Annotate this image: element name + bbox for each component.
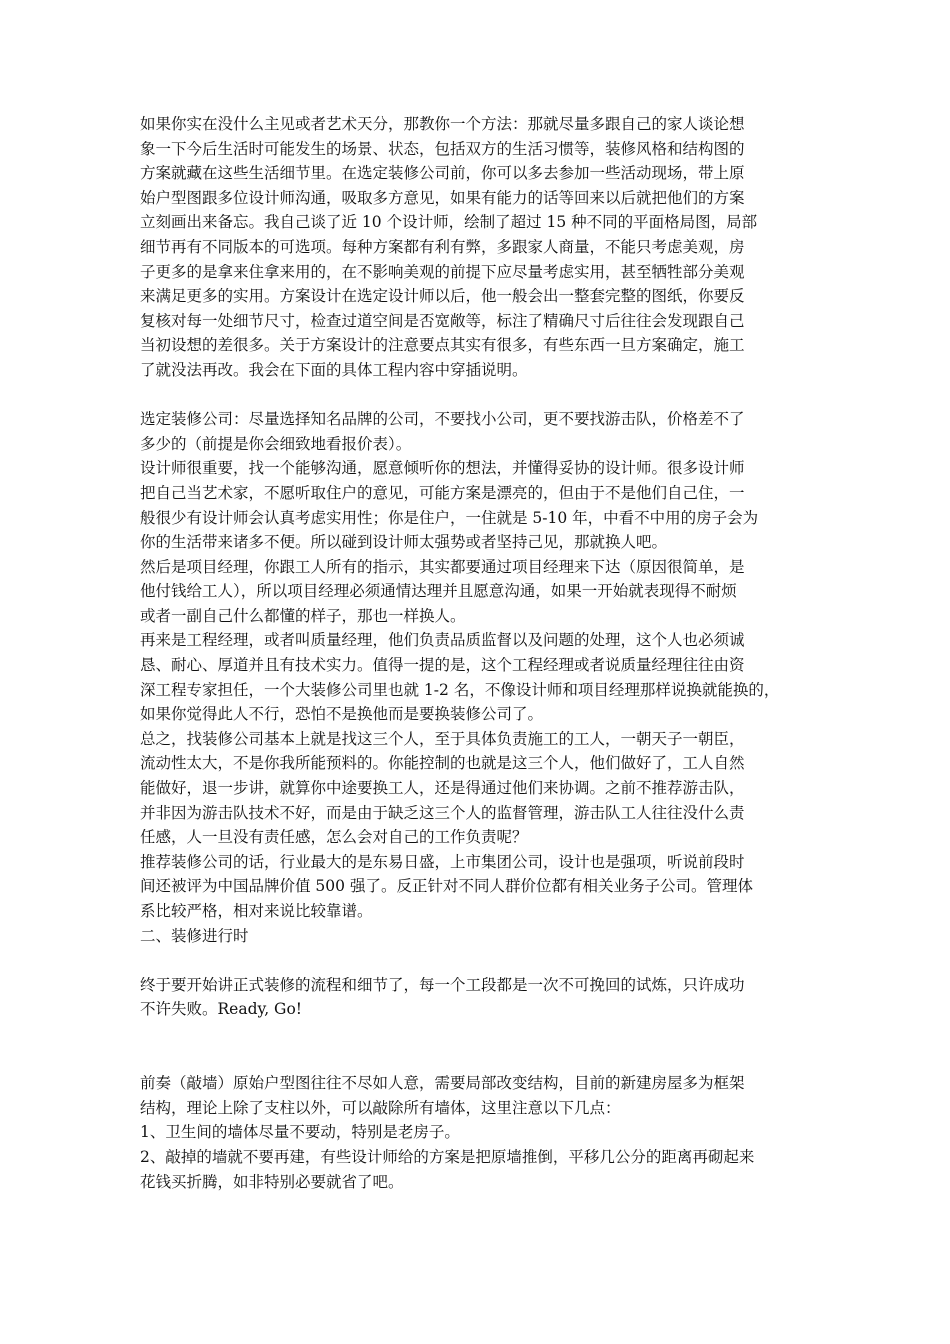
text-line: 流动性太大，不是你我所能预料的。你能控制的也就是这三个人，他们做好了，工人自然 (140, 754, 745, 773)
text-line: 设计师很重要，找一个能够沟通，愿意倾听你的想法，并懂得妥协的设计师。很多设计师 (140, 459, 745, 478)
text-line: 复核对每一处细节尺寸，检查过道空间是否宽敞等，标注了精确尺寸后往往会发现跟自己 (140, 311, 745, 330)
text-line: 任感，人一旦没有责任感，怎么会对自己的工作负责呢？ (140, 828, 528, 847)
text-line: 如果你觉得此人不行，恐怕不是换他而是要换装修公司了。 (140, 705, 544, 724)
text-line: 来满足更多的实用。方案设计在选定设计师以后，他一般会出一整套完整的图纸，你要反 (140, 287, 745, 306)
blank-line (140, 383, 835, 408)
text-line: 终于要开始讲正式装修的流程和细节了，每一个工段都是一次不可挽回的试炼，只许成功 (140, 975, 745, 994)
text-line: 恳、耐心、厚道并且有技术实力。值得一提的是，这个工程经理或者说质量经理往往由资 (140, 656, 745, 675)
text-line: 并非因为游击队技术不好，而是由于缺乏这三个人的监督管理，游击队工人往往没什么责 (140, 803, 745, 822)
text-line: 能做好，退一步讲，就算你中途要换工人，还是得通过他们来协调。之前不推荐游击队， (140, 779, 745, 798)
text-line: 子更多的是拿来住拿来用的，在不影响美观的前提下应尽量考虑实用，甚至牺牲部分美观 (140, 262, 745, 281)
blank-line (140, 948, 835, 973)
text-line: 他付钱给工人），所以项目经理必须通情达理并且愿意沟通，如果一开始就表现得不耐烦 (140, 582, 737, 601)
document-body (140, 112, 835, 1194)
text-line: 了就没法再改。我会在下面的具体工程内容中穿插说明。 (140, 360, 528, 379)
text-line: 结构，理论上除了支柱以外，可以敲除所有墙体，这里注意以下几点： (140, 1098, 621, 1117)
text-line: 二、装修进行时 (140, 926, 249, 945)
text-line: 间还被评为中国品牌价值 500 强了。反正针对不同人群价位都有相关业务子公司。管理体 (140, 877, 753, 896)
text-line: 立刻画出来备忘。我自己谈了近 10 个设计师，绘制了超过 15 种不同的平面格局图，局部 (140, 213, 758, 232)
text-line: 不许失败。Ready, Go! (140, 1000, 303, 1019)
text-line: 多少的（前提是你会细致地看报价表）。 (140, 434, 412, 453)
text-line: 象一下今后生活时可能发生的场景、状态，包括双方的生活习惯等，装修风格和结构图的 (140, 139, 745, 158)
text-line: 始户型图跟多位设计师沟通，吸取多方意见，如果有能力的话等回来以后就把他们的方案 (140, 188, 745, 207)
text-line: 般很少有设计师会认真考虑实用性；你是住户，一住就是 5-10 年，中看不中用的房子会为 (140, 508, 759, 527)
text-line: 当初设想的差很多。关于方案设计的注意要点其实有很多，有些东西一旦方案确定，施工 (140, 336, 745, 355)
text-line: 花钱买折腾，如非特别必要就省了吧。 (140, 1172, 404, 1191)
text-line: 细节再有不同版本的可选项。每种方案都有利有弊，多跟家人商量，不能只考虑美观，房 (140, 237, 745, 256)
text-line: 2、敲掉的墙就不要再建，有些设计师给的方案是把原墙推倒，平移几公分的距离再砌起来 (140, 1147, 755, 1166)
text-line: 系比较严格，相对来说比较靠谱。 (140, 902, 373, 920)
text-line: 1、卫生间的墙体尽量不要动，特别是老房子。 (140, 1123, 460, 1142)
blank-line (140, 1022, 835, 1047)
text-line: 推荐装修公司的话，行业最大的是东易日盛，上市集团公司，设计也是强项，听说前段时 (140, 852, 745, 871)
text-line: 如果你实在没什么主见或者艺术天分，那教你一个方法：那就尽量多跟自己的家人谈论想 (140, 115, 745, 133)
text-line: 然后是项目经理，你跟工人所有的指示，其实都要通过项目经理来下达（原因很简单，是 (140, 557, 745, 576)
text-line: 再来是工程经理，或者叫质量经理，他们负责品质监督以及问题的处理，这个人也必须诚 (140, 631, 745, 650)
text-line: 总之，找装修公司基本上就是找这三个人，至于具体负责施工的工人，一朝天子一朝臣， (140, 729, 745, 748)
blank-line (140, 1047, 835, 1072)
text-line: 深工程专家担任，一个大装修公司里也就 1-2 名，不像设计师和项目经理那样说换就能换的， (140, 680, 780, 699)
text-line: 把自己当艺术家，不愿听取住户的意见，可能方案是漂亮的，但由于不是他们自己住，一 (140, 483, 745, 502)
text-line: 或者一副自己什么都懂的样子，那也一样换人。 (140, 606, 466, 625)
text-line: 选定装修公司：尽量选择知名品牌的公司，不要找小公司，更不要找游击队，价格差不了 (140, 410, 745, 429)
text-line: 你的生活带来诸多不便。所以碰到设计师太强势或者坚持己见，那就换人吧。 (140, 533, 668, 552)
text-line: 前奏（敲墙）原始户型图往往不尽如人意，需要局部改变结构，目前的新建房屋多为框架 (140, 1074, 745, 1093)
text-line: 方案就藏在这些生活细节里。在选定装修公司前，你可以多去参加一些活动现场，带上原 (140, 164, 745, 183)
